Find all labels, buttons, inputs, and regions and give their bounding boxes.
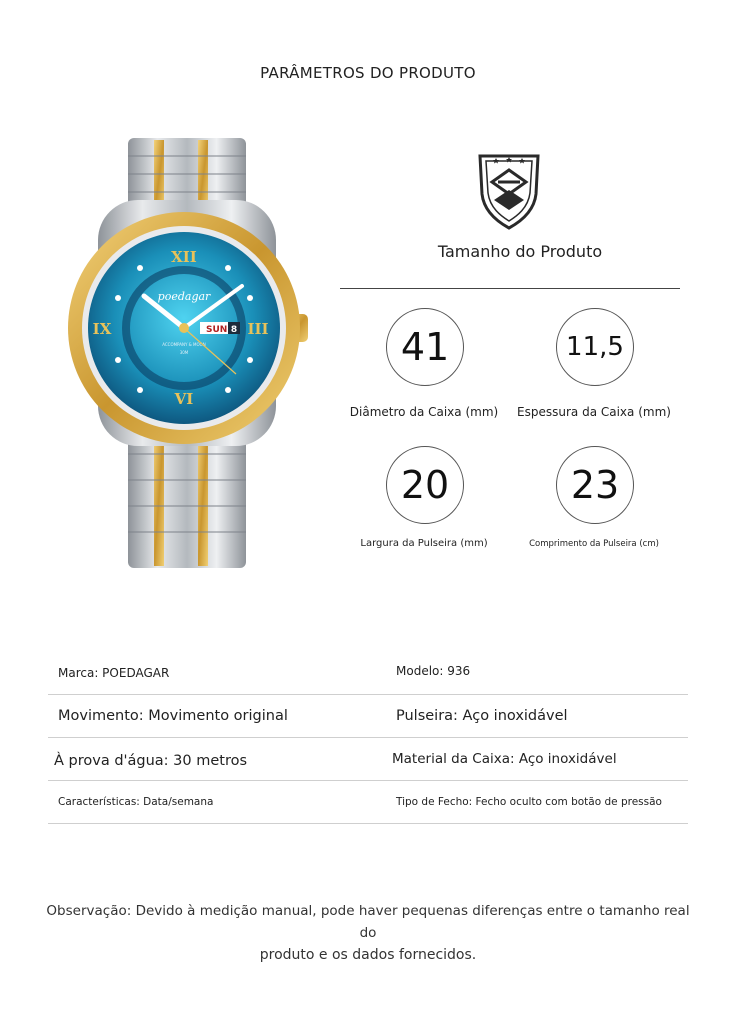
strap-length-value: 23 <box>556 446 634 524</box>
strap-length-label: Comprimento da Pulseira (cm) <box>529 539 659 549</box>
svg-text:IX: IX <box>92 320 112 338</box>
svg-text:ACCOMPANY & MOON: ACCOMPANY & MOON <box>162 342 206 347</box>
spec-model: Modelo: 936 <box>396 664 471 678</box>
lower-bracelet <box>128 428 246 568</box>
svg-text:8: 8 <box>230 325 238 335</box>
spec-row-brand <box>48 652 688 695</box>
watch-brand: poedagar <box>157 290 211 303</box>
svg-text:30M: 30M <box>179 350 189 355</box>
note-line-2: produto e os dados fornecidos. <box>259 947 477 963</box>
spec-strap: Pulseira: Aço inoxidável <box>396 708 568 724</box>
case-thickness-value: 11,5 <box>556 308 634 386</box>
svg-text:SUN: SUN <box>206 325 228 335</box>
svg-text:III: III <box>247 320 269 338</box>
spec-clasp: Tipo de Fecho: Fecho oculto com botão de pressão <box>396 796 662 808</box>
disclaimer-note <box>40 900 696 966</box>
spec-case-material: Material da Caixa: Aço inoxidável <box>392 751 617 767</box>
spec-water-resistance: À prova d'água: 30 metros <box>54 753 248 769</box>
spec-row-features <box>48 781 688 824</box>
note-line-1: Observação: Devido à medição manual, pode haver pequenas diferenças entre o tamanho real do <box>46 903 690 941</box>
case-thickness-label: Espessura da Caixa (mm) <box>517 405 671 419</box>
watch-image <box>60 128 320 572</box>
spec-movement: Movimento: Movimento original <box>58 708 288 724</box>
spec-features: Características: Data/semana <box>58 796 214 808</box>
svg-text:XII: XII <box>171 248 197 266</box>
case-diameter-label: Diâmetro da Caixa (mm) <box>349 405 499 419</box>
specs-table <box>48 652 688 824</box>
spec-brand: Marca: POEDAGAR <box>58 666 170 680</box>
spec-row-movement <box>48 695 688 738</box>
spec-row-water <box>48 738 688 781</box>
strap-width-label: Largura da Pulseira (mm) <box>360 538 488 549</box>
size-title: Tamanho do Produto <box>437 242 603 261</box>
divider <box>340 288 680 289</box>
svg-text:VI: VI <box>174 390 194 408</box>
case-diameter-value: 41 <box>386 308 464 386</box>
page-title: PARÂMETROS DO PRODUTO <box>260 64 476 82</box>
strap-width-value: 20 <box>386 446 464 524</box>
brand-shield-logo <box>476 150 542 230</box>
